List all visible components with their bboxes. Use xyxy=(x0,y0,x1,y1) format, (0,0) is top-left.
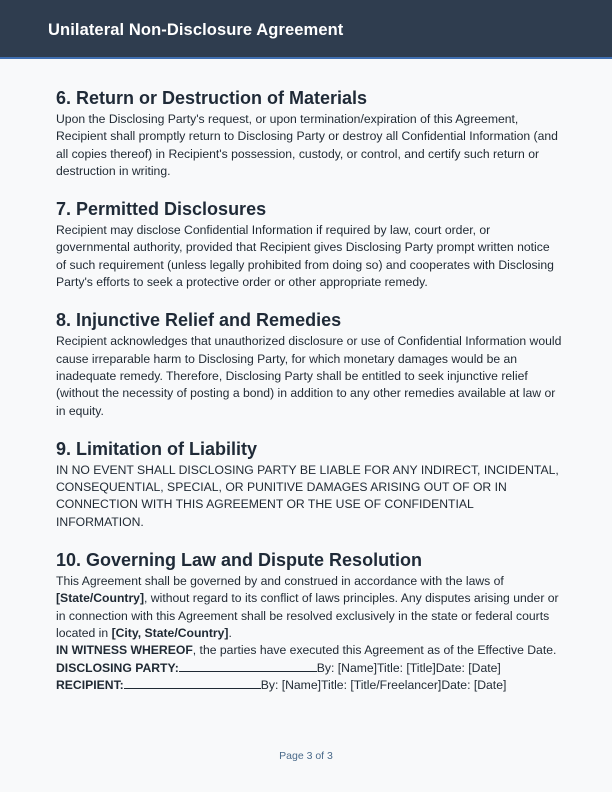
section-permitted-disclosures xyxy=(56,198,562,291)
section-body: Upon the Disclosing Party's request, or upon termination/expiration of this Agreement, Recipient shall promptly return to Disclosing Party or destroy all Confidential Information (and all copies thereof) in Recipient's possession, custody, or control, and certify such return or destruction in writing. xyxy=(56,112,558,178)
signature-blank[interactable] xyxy=(179,660,317,672)
document-body xyxy=(56,87,562,694)
signature-blank[interactable] xyxy=(124,677,261,689)
jurisdiction-placeholder: [State/Country] xyxy=(56,591,145,606)
venue-placeholder: [City, State/Country] xyxy=(111,625,229,640)
signature-details: By: [Name]Title: [Title/Freelancer]Date: [Date] xyxy=(260,677,507,692)
section-heading: 7. Permitted Disclosures xyxy=(56,199,267,220)
document-header xyxy=(0,0,612,59)
signature-label: RECIPIENT: xyxy=(56,677,124,692)
page-number: Page 3 of 3 xyxy=(279,750,333,762)
section-heading: 9. Limitation of Liability xyxy=(56,438,258,459)
section-injunctive-relief xyxy=(56,309,562,419)
section-body: IN NO EVENT SHALL DISCLOSING PARTY BE LIABLE FOR ANY INDIRECT, INCIDENTAL, CONSEQUENTIAL, SPECIAL, OR PUNITIVE DAMAGES ARISING OUT OF OR IN CONNECTION WITH THIS AGREEMENT OR THE USE OF CONFIDENTIAL INFORMATION. xyxy=(56,462,559,529)
witness-label: IN WITNESS WHEREOF xyxy=(56,643,193,658)
signature-details: By: [Name]Title: [Title]Date: [Date] xyxy=(316,660,501,675)
section-heading: 8. Injunctive Relief and Remedies xyxy=(56,310,342,331)
section-heading: 6. Return or Destruction of Materials xyxy=(56,88,368,108)
governing-law-text: , without regard to its conflict of laws principles. Any disputes arising under or in connection with this Agreement shall be resolved exclusively in the state or federal courts located in xyxy=(56,591,559,640)
signature-line-recipient xyxy=(56,677,562,694)
signature-line-disclosing-party xyxy=(56,660,562,677)
section-heading: 10. Governing Law and Dispute Resolution xyxy=(56,550,423,571)
section-body xyxy=(56,573,562,642)
document-title: Unilateral Non-Disclosure Agreement xyxy=(48,21,344,39)
section-governing-law xyxy=(56,549,562,694)
section-body: Recipient may disclose Confidential Information if required by law, court order, or governmental authority, provided that Recipient gives Disclosing Party prompt written notice of such requirement (unless legally prohibited from doing so) and cooperates with Disclosing Party's efforts to seek a protective order or other appropriate remedy. xyxy=(56,223,554,290)
signature-label: DISCLOSING PARTY: xyxy=(56,660,179,675)
section-body: Recipient acknowledges that unauthorized disclosure or use of Confidential Information would cause irreparable harm to Disclosing Party, for which monetary damages would be an inadequate remedy. Therefore, Disclosing Party shall be entitled to seek injunctive relief (without the necessity of posting a bond) in addition to any other remedies available at law or in equity. xyxy=(56,334,562,418)
witness-clause xyxy=(56,642,562,659)
governing-law-text: This Agreement shall be governed by and construed in accordance with the laws of xyxy=(56,574,504,589)
section-limitation-liability xyxy=(56,438,562,531)
witness-text: , the parties have executed this Agreement as of the Effective Date. xyxy=(192,643,557,658)
governing-law-text: . xyxy=(228,625,232,640)
section-return-destruction xyxy=(56,87,562,180)
